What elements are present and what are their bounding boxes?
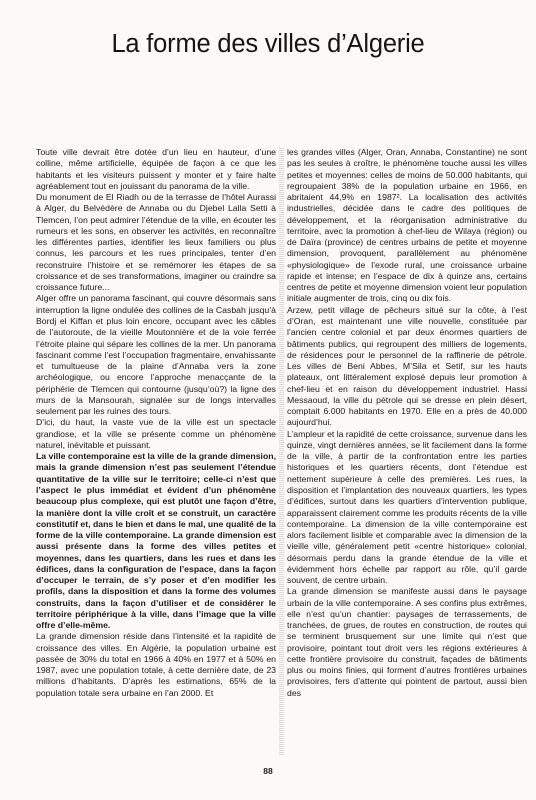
column-gutter-rule: [279, 147, 284, 755]
paragraph: Du monument de El Riadh ou de la terrasse de l’hôtel Aurassi à Alger, du Belvédère de Annaba ou du Djebel Lalla Setti à Tlemcen, l’on peut admirer l’étendue de la ville, en écouter les rumeurs et les sons, en observer les activités, en reconnaître les différentes parties, identifier les lieux familiers ou plus connus, les parcours et les rues principales, tenter d’en reconstruire l’histoire et se remémorer les étapes de sa croissance et de ses transformations, imaginer ou craindre sa croissance future...: [36, 192, 276, 293]
paragraph: les grandes villes (Alger, Oran, Annaba, Constantine) ne sont pas les seules à croître, le phénomène touche aussi les villes petites et moyennes: celles de moins de 50.000 habitants, qui regroupaient 38% de la population urbaine en 1966, en abritaient 44,9% en 1987². La localisation des activités industrielles, décidée dans le cadre des politiques de développement, et la réorganisation administrative du territoire, avec la promotion à chef-lieu de Wilaya (région) ou de Daïra (province) de centres urbains de petite et moyenne dimension, provoquent, parallèlement au phénomène «physiologique» de l’exode rural, une croissance urbaine rapide et intense; en l’espace de dix à quinze ans, certains centres de petite et moyenne dimension voient leur population initiale augmenter de trois, cinq ou dix fois.: [287, 147, 527, 304]
paragraph-emphasis: La ville contemporaine est la ville de la grande dimension, mais la grande dimension n’est pas seulement l’étendue quantitative de la ville sur le territoire; celle-ci n’est que l’aspect le plus immédiat et évident d’un phénomène beaucoup plus complexe, qui est plutôt une façon d’être, la manière dont la ville croît et se construit, un caractère constitutif et, dans le bien et dans le mal, une qualité de la forme de la ville contemporaine. La grande dimension est aussi présente dans la forme des villes petites et moyennes, dans les quartiers, dans les rues et dans les édifices, dans la configuration de l’espace, dans la façon d’occuper le terrain, de s’y poser et d’en modifier les profils, dans la disposition et dans la forme des volumes construits, dans la façon d’utiliser et de considérer le territoire périphérique à la ville, dans l’image que la ville offre d’elle-même.: [36, 451, 276, 631]
paragraph: La grande dimension réside dans l’intensité et la rapidité de croissance des villes. En Algérie, la population urbaine est passée de 30% du total en 1966 à 40% en 1977 et à 50% en 1987, avec une population totale, à cette dernière date, de 23 millions d’habitants. D’après les estimations, 65% de la population totale sera urbaine en l’an 2000. Et: [36, 631, 276, 698]
paragraph: Toute ville devrait être dotée d’un lieu en hauteur, d’une colline, même artificielle, équipée de façon à ce que les habitants et les visiteurs puissent y monter et y faire halte agréablement tout en jouissant du panorama de la ville.: [36, 147, 276, 191]
paragraph: Alger offre un panorama fascinant, qui couvre désormais sans interruption la ligne ondulée des collines de la Casbah jusqu’à Bordj el Kiffan et plus loin encore, occupant avec les câbles de l’autoroute, de la vieille Moutonnière et de la voie ferrée l’étroite plaine qui sépare les collines de la mer. Un panorama fascinant comme l’est l’occupation fragmentaire, envahissante et tumultueuse de la plaine d’Annaba vers la zone archéologique, ou encore l’approche menacçante de la périphérie de Tlemcen qui contourne (jusqu’où?) la ligne des murs de la Mansourah, signalée sur de longs intervalles seulement par les ruines des tours.: [36, 293, 276, 417]
paragraph: La grande dimension se manifeste aussi dans le paysage urbain de la ville contemporaine. A ses confins plus extrêmes, elle n’est qu’un chantier: paysages de terrassements, de tranchées, de grues, de routes en construction, de routes qui se terminent brusquement sur une limite qui n’est que provisoire, pointant tout droit vers les régions extérieures à cette frontière provisoire du construit, façades de bâtiments plus ou moins finies, qui forment d’autres frontières urbaines provisoires, fers d’attente qui pointent de partout, aussi bien des: [287, 586, 527, 698]
page-number: 88: [263, 766, 273, 776]
paragraph: L’ampleur et la rapidité de cette croissance, survenue dans les quinze, vingt dernières années, se lit facilement dans la forme de la ville, à partir de la confrontation entre les parties historiques et les quartiers récents, dont l’étendue est nettement supérieure à celle des premières. Les rues, la disposition et l’implantation des nouveaux quartiers, les types d’édifices, surtout dans les quartiers d’intervention publique, apparaissent clairement comme les produits récents de la ville contemporaine. La dimension de la ville contemporaine est alors facilement lisible et comparable avec la dimension de la vieille ville, généralement petit «centre historique» colonial, désormais perdu dans la grande étendue de la ville et évidemment hors échelle par rapport au rôle, qu’il garde souvent, de centre urbain.: [287, 428, 528, 586]
right-text-column: [287, 147, 527, 699]
left-text-column: [36, 147, 276, 699]
paragraph: Arzew, petit village de pêcheurs situé sur la côte, à l’est d’Oran, est maintenant une ville nouvelle, constituée par l’ancien centre colonial et par deux énormes quartiers de bâtiments publics, qui regroupent des milliers de logements, de résidences pour le personnel de la raffinerie de pétrole. Les villes de Beni Abbes, M’Sila et Setif, sur les hauts plateaux, ont littéralement explosé depuis leur promotion à chef-lieu et en raison du développement industriel. Hassi Messaoud, la ville du pétrole qui se dresse en plein désert, comptait 6.000 habitants en 1970. Elle en a près de 40.000 aujourd’hui.: [287, 304, 527, 428]
paragraph: D’ici, du haut, la vaste vue de la ville est un spectacle grandiose, et la ville se présente comme un phénomène naturel, inévitable et puissant.: [36, 417, 276, 450]
page-title: La forme des villes d’Algerie: [111, 30, 425, 58]
